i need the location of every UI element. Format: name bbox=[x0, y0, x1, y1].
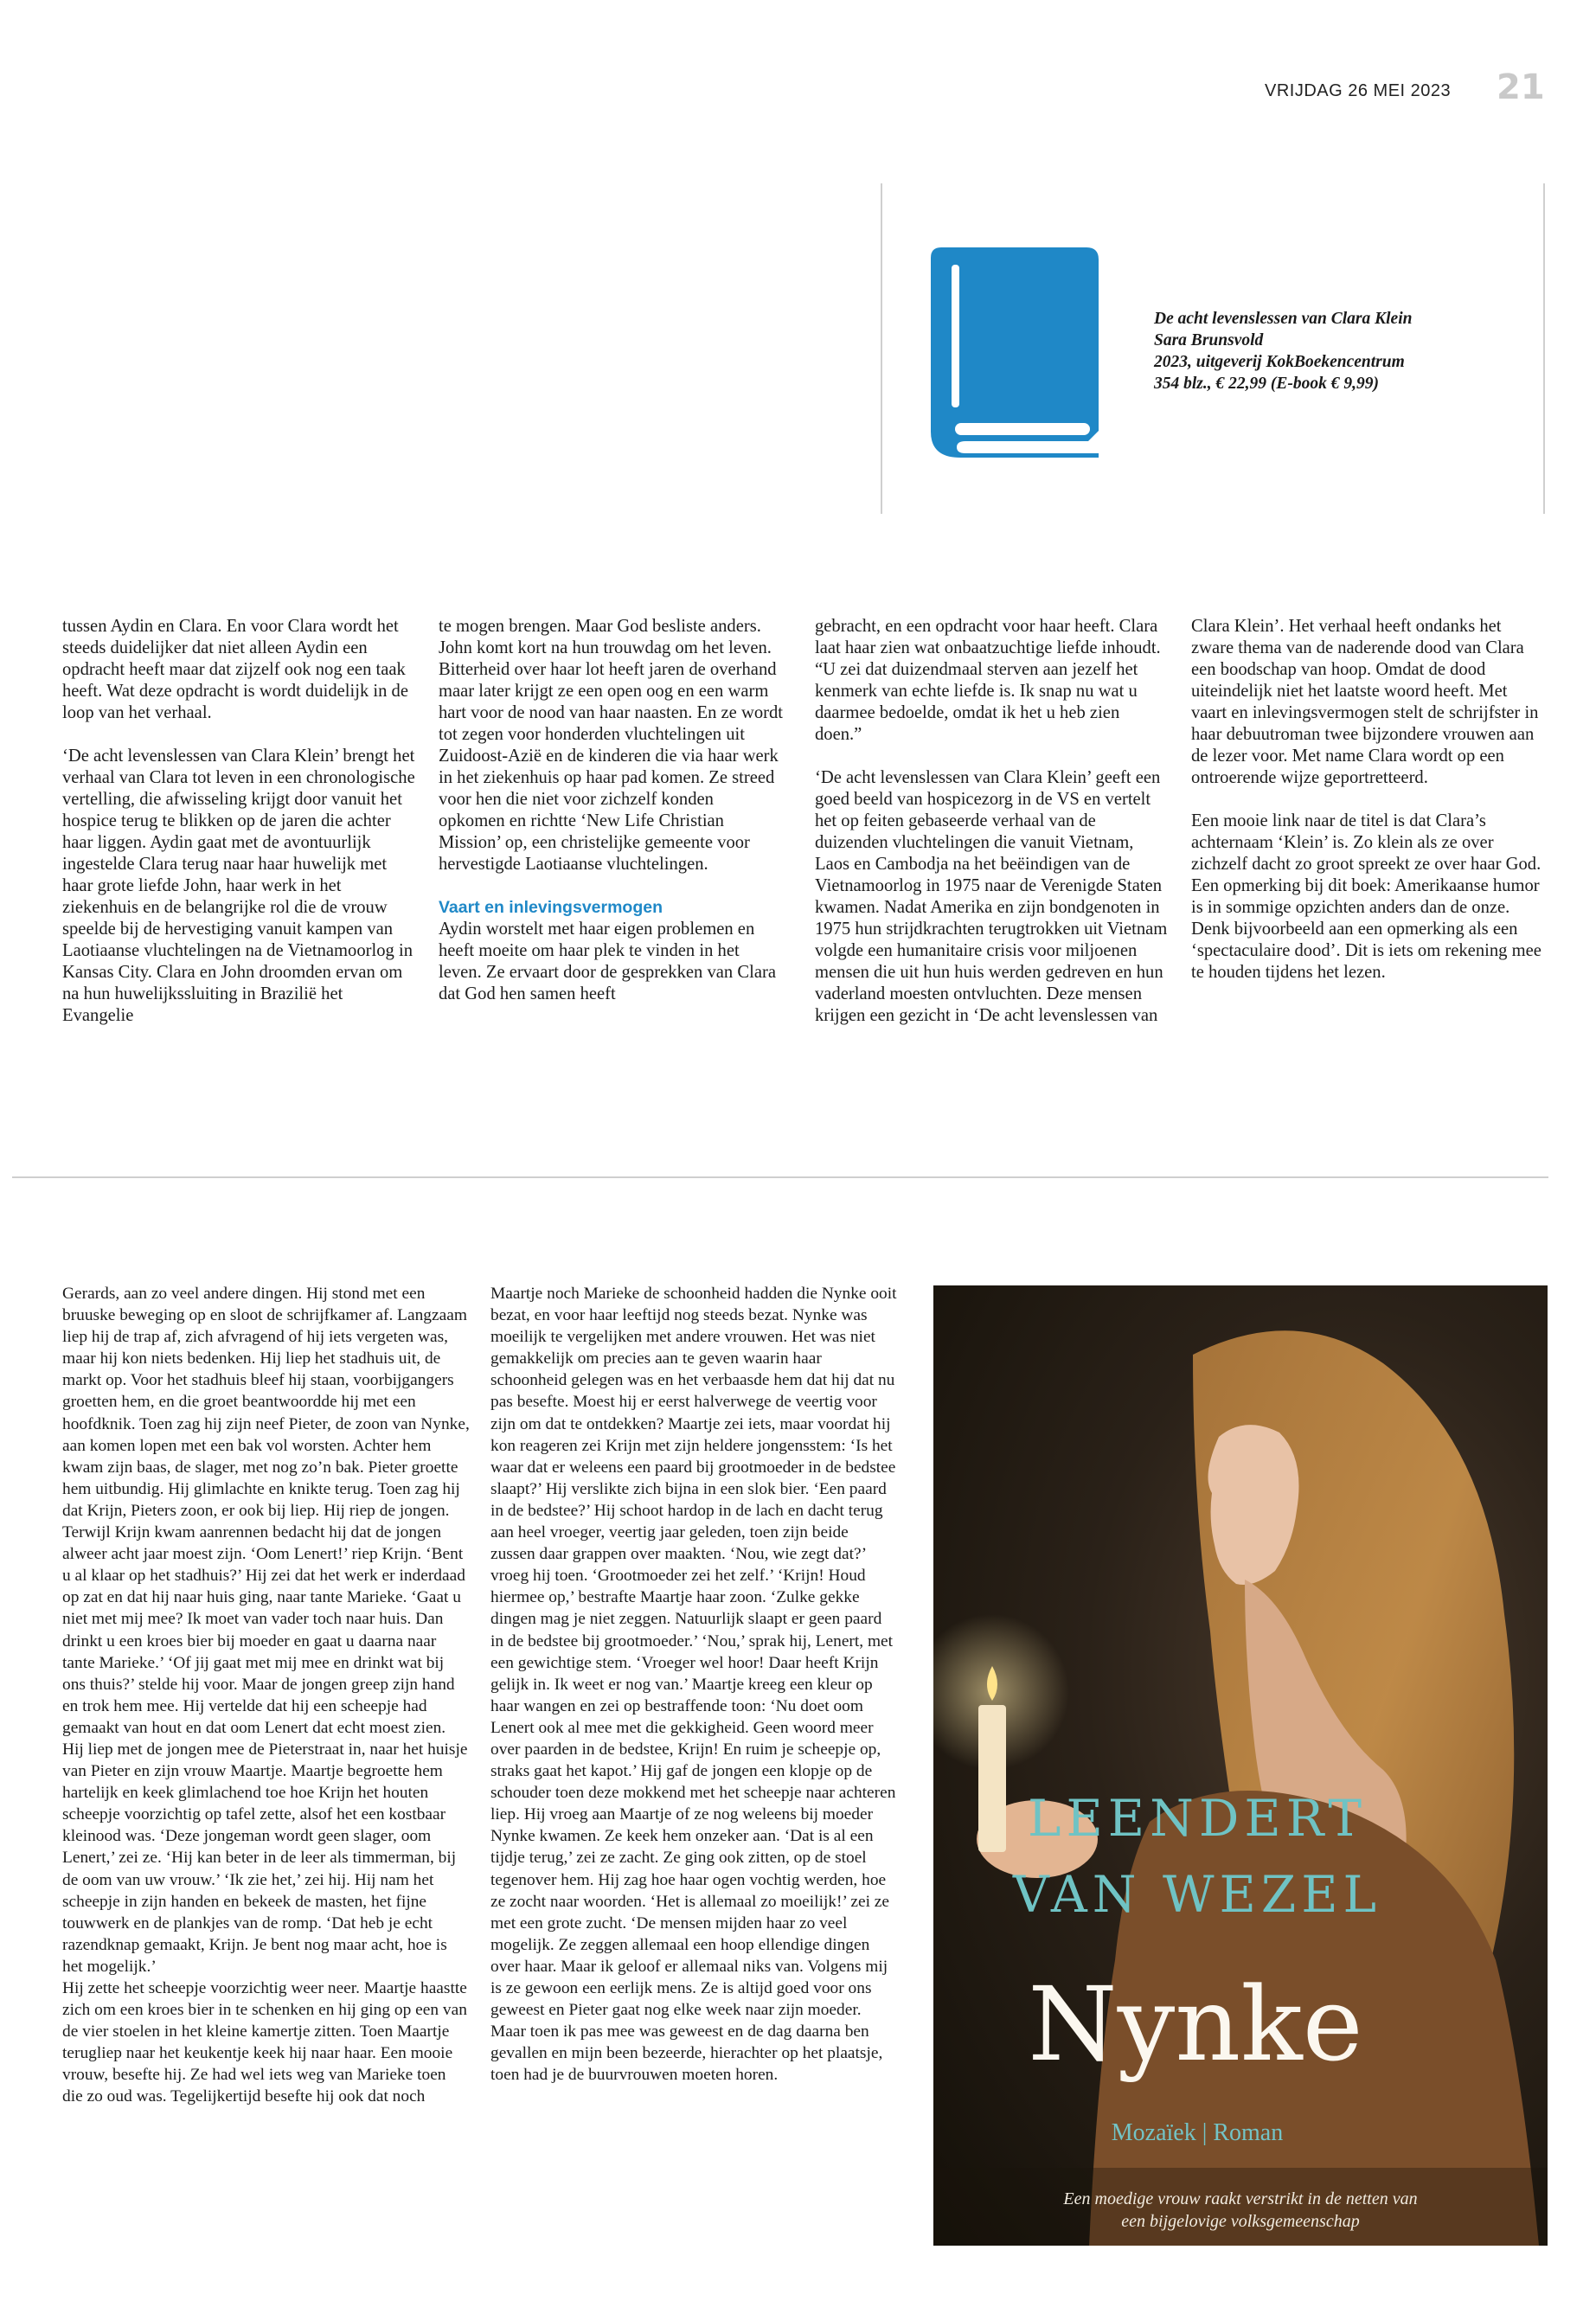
cover-author: VAN WEZEL bbox=[1012, 1865, 1382, 1924]
cover-tagline bbox=[951, 2188, 1530, 2233]
paragraph: te mogen brengen. Maar God besliste anders. John komt kort na hun trouwdag om het leven. Bitterheid over haar lot heeft jaren de overhand maar later krijgt ze een open oog en een warm hart voor de nood van haar naasten. En ze wordt tot zegen voor honderden vluchtelingen uit Zuidoost-Azië en de kinderen die via haar werk in het ziekenhuis op haar pad komen. Ze streed voor hen die niet voor zichzelf konden opkomen en richtte ‘New Life Christian Mission’ op, een christelijke gemeente voor hervestigde Laotiaanse vluchtelingen. bbox=[439, 617, 783, 874]
paragraph: Clara Klein’. Het verhaal heeft ondanks het zware thema van de naderende dood van Clara een boodschap van hoop. Omdat de dood uiteindelijk niet het laatste woord heeft. Met vaart en inlevingsvermogen stelt de schrijfster in haar debuutroman twee bijzondere vrouwen aan de lezer voor. Met name Clara wordt op een ontroerende wijze geportretteerd. bbox=[1191, 617, 1539, 787]
excerpt-column-1 bbox=[62, 1283, 471, 2108]
book-cover bbox=[933, 1285, 1548, 2246]
section-subhead: Vaart en inlevingsvermogen bbox=[439, 898, 663, 917]
paragraph: gebracht, en een opdracht voor haar heeft. Clara laat haar zien wat onbaatzuchtige liefde inhoudt. “U zei dat duizendmaal sterven aan jezelf het kenmerk van echte liefde is. Ik snap nu wat u daarmee bedoelde, omdat ik het u heb zien doen.” bbox=[815, 617, 1161, 744]
page-date: VRIJDAG 26 MEI 2023 bbox=[1265, 81, 1452, 100]
review-column-2 bbox=[439, 616, 783, 1005]
review-column-1 bbox=[62, 616, 417, 1027]
cover-illustration bbox=[933, 1285, 1548, 2246]
cover-tagline-line: Een moedige vrouw raakt verstrikt in de netten van bbox=[1063, 2189, 1418, 2208]
cover-author: LEENDERT bbox=[1027, 1789, 1368, 1848]
divider bbox=[12, 1176, 1548, 1178]
excerpt-column-2 bbox=[490, 1283, 897, 2086]
book-info bbox=[1154, 308, 1517, 394]
book-author: Sara Brunsvold bbox=[1154, 331, 1264, 349]
paragraph: Aydin worstelt met haar eigen problemen en heeft moeite om haar plek te vinden in het leven. Ze ervaart door de gesprekken van Clara dat God hen samen heeft bbox=[439, 920, 776, 1003]
cover-title: Nynke bbox=[1028, 1965, 1363, 2084]
paragraph: Hij liep met de jongen mee de Pieterstraat in, naar het huisje van Pieter en zijn vrouw Maartje. Maartje begroette hem hartelijk en keek glimlachend toe hoe Krijn het houten scheepje voorzichtig op tafel zette, alsof het een kostbaar kleinood was. ‘Deze jongeman wordt geen slager, oom Lenert,’ zei ze. ‘Hij kan beter in de leer als timmerman, bij de oom van uw vrouw.’ ‘Ik zie het,’ zei hij. Hij nam het scheepje in zijn handen en bekeek de masten, het fijne touwwerk en de plankjes van de romp. ‘Dat heb je echt razendknap gemaakt, Krijn. Je bent nog maar acht, hoe is het mogelijk.’ bbox=[62, 1740, 468, 1976]
cover-tagline-line: een bijgelovige volksgemeenschap bbox=[1121, 2212, 1360, 2231]
paragraph: tussen Aydin en Clara. En voor Clara wordt het steeds duidelijker dat niet alleen Aydin een opdracht heeft maar dat zijzelf ook nog een taak heeft. Wat deze opdracht is wordt duidelijk in de loop van het verhaal. bbox=[62, 617, 408, 722]
paragraph: Gerards, aan zo veel andere dingen. Hij stond met een bruuske beweging op en sloot de schrijfkamer af. Langzaam liep hij de trap af, zich afvragend of hij iets vergeten was, maar hij kon niets bedenken. Hij liep het stadhuis uit, de markt op. Voor het stadhuis bleef hij staan, voorbijgangers groetten hem, en die groet beantwoordde hij met een hoofdknik. Toen zag hij zijn neef Pieter, de zoon van Nynke, aan komen lopen met een bak vol worsten. Achter hem kwam zijn baas, de slager, met nog zo’n bak. Pieter groette hem uitbundig. Hij glimlachte en knikte terug. Toen zag hij dat Krijn, Pieters zoon, er ook bij liep. Hij riep de jongen. Terwijl Krijn kwam aanrennen bedacht hij dat de jongen alweer acht jaar moest zijn. ‘Oom Lenert!’ riep Krijn. ‘Bent u al klaar op het stadhuis?’ Hij zei dat het werk er inderdaad op zat en dat hij naar huis ging, naar tante Marieke. ‘Gaat u niet met mij mee? Ik moet van vader toch naar huis. Dan drinkt u een kroes bier bij moeder en gaat u daarna naar tante Marieke.’ ‘Of jij gaat met mij mee en drinkt wat bij ons thuis?’ stelde hij voor. Maar de jongen greep zijn hand en trok hem mee. Hij vertelde dat hij een scheepje had gemaakt van hout en dat oom Lenert dat echt moest zien. bbox=[62, 1285, 470, 1737]
paragraph: ‘De acht levenslessen van Clara Klein’ brengt het verhaal van Clara tot leven in een chronologische vertelling, die afwisseling krijgt door vanuit het hospice terug te blikken op de jaren die achter haar liggen. Aydin gaat met de avontuurlijk ingestelde Clara terug naar haar huwelijk met haar grote liefde John, haar werk in het ziekenhuis en de belangrijke rol die de vrouw speelde bij de hervestiging vanuit kampen van Laotiaanse vluchtelingen na de Vietnamoorlog in Kansas City. Clara en John droomden ervan om na hun huwelijkssluiting in Brazilië het Evangelie bbox=[62, 747, 415, 1025]
book-title: De acht levenslessen van Clara Klein bbox=[1154, 310, 1413, 328]
paragraph: Een mooie link naar de titel is dat Clara’s achternaam ‘Klein’ is. Zo klein als ze over zichzelf dacht zo groot spreekt ze over haar God. Een opmerking bij dit boek: Amerikaanse humor is in sommige opzichten anders dan de onze. Denk bijvoorbeeld aan een opmerking als een ‘spectaculaire dood’. Dit is iets om rekening mee te houden tijdens het lezen. bbox=[1191, 811, 1542, 982]
paragraph: Maartje noch Marieke de schoonheid hadden die Nynke ooit bezat, en voor haar leeftijd nog steeds bezat. Nynke was moeilijk te vergelijken met andere vrouwen. Het was niet gemakkelijk om precies aan te geven waarin haar schoonheid gelegen was en het verbaasde hem dat hij dat nu pas besefte. Moest hij er eerst halverwege de veertig voor zijn om dat te ontdekken? Maartje zei iets, maar voordat hij kon reageren zei Krijn met zijn heldere jongensstem: ‘Is het waar dat er weleens een paard bij grootmoeder in de bedstee slaapt?’ Hij verslikte zich bijna in een slok bier. ‘Een paard in de bedstee?’ Hij schoot hardop in de lach en dacht terug aan heel vroeger, veertig jaar geleden, toen zijn beide zussen daar grappen over maakten. ‘Nou, wie zegt dat?’ vroeg hij toen. ‘Grootmoeder zei het zelf.’ ‘Krijn! Houd hiermee op,’ bestrafte Maartje haar zoon. ‘Zulke gekke dingen mag je niet zeggen. Natuurlijk slaapt er geen paard in de bedstee bij grootmoeder.’ ‘Nou,’ sprak hij, Lenert, met een gewichtige stem. ‘Vroeger wel hoor! Daar heeft Krijn gelijk in. Ik weet er nog van.’ Maartje kreeg een kleur op haar wangen en zei op bestraffende toon: ‘Nu doet oom Lenert ook al mee met die gekkigheid. Geen woord meer over paarden in de bedstee, Krijn! En ruim je scheepje op, straks gaat het kapot.’ Hij gaf de jongen een klopje op de schouder toen deze mokkend met het scheepje naar achteren liep. Hij vroeg aan Maartje of ze nog weleens bij moeder Nynke kwamen. Ze keek hem onzeker aan. ‘Dat is al een tijdje terug,’ zei ze zacht. Ze ging ook zitten, op de stoel tegenover hem. Hij zag hoe haar ogen vochtig werden, hoe ze zocht naar woorden. ‘Het is allemaal zo moeilijk!’ zei ze met een grote zucht. ‘De mensen mijden haar zo veel mogelijk. Ze zeggen allemaal een hoop ellendige dingen over haar. Maar ik geloof er allemaal niks van. Volgens mij is ze gewoon een eerlijk mens. Ze is altijd goed voor ons geweest en Pieter gaat nog elke week naar zijn moeder. Maar toen ik pas mee was geweest en de dag daarna ben gevallen en mijn been bezeerde, hierachter op het plaatsje, toen had je de buurvrouwen moeten horen. bbox=[490, 1285, 897, 2085]
paragraph: Hij zette het scheepje voorzichtig weer neer. Maartje haastte zich om een kroes bier in te schenken en hij ging op een van de vier stoelen in het kleine kamertje zitten. Toen Maartje terugliep naar het keukentje keek hij naar haar. Een mooie vrouw, besefte hij. Ze had wel iets weg van Marieke toen die zo oud was. Tegelijkertijd besefte hij ook dat noch bbox=[62, 1979, 467, 2106]
divider bbox=[1543, 183, 1545, 514]
book-icon bbox=[931, 246, 1100, 458]
cover-genre: Mozaïek | Roman bbox=[1111, 2119, 1284, 2146]
review-column-3 bbox=[815, 616, 1170, 1027]
divider bbox=[881, 183, 882, 514]
book-details: 354 blz., € 22,99 (E-book € 9,99) bbox=[1154, 375, 1379, 393]
page-number: 21 bbox=[1497, 67, 1545, 107]
paragraph: ‘De acht levenslessen van Clara Klein’ geeft een goed beeld van hospicezorg in de VS en vertelt het op feiten gebaseerde verhaal van de duizenden vluchtelingen die vanuit Vietnam, Laos en Cambodja na het beëindigen van de Vietnamoorlog in 1975 naar de Verenigde Staten kwamen. Nadat Amerika en zijn bondgenoten in 1975 hun strijdkrachten terugtrokken uit Vietnam volgde een humanitaire crisis voor miljoenen mensen die uit hun huis werden gedreven en hun vaderland moesten ontvluchten. Deze mensen krijgen een gezicht in ‘De acht levenslessen van bbox=[815, 768, 1168, 1025]
review-column-4 bbox=[1191, 616, 1546, 984]
book-publication: 2023, uitgeverij KokBoekencentrum bbox=[1154, 353, 1405, 371]
